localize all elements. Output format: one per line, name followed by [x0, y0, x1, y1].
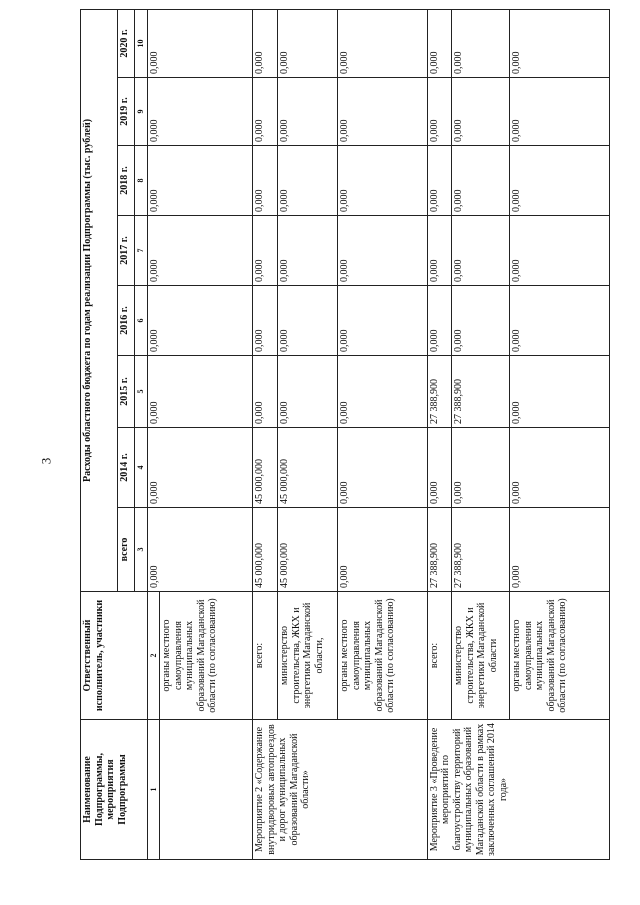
value-cell: 0,000 — [147, 78, 253, 146]
row-name: Мероприятие 3 «Проведение мероприятий по благоустройству территорий муниципальных образований Магаданской области в рамках заключенных соглашений 2014 года» — [427, 720, 609, 860]
value-cell: 27 388,900 — [452, 508, 510, 592]
value-cell: 0,000 — [147, 216, 253, 286]
header-row-1 — [81, 9, 118, 859]
value-cell: 0,000 — [427, 78, 452, 146]
header-total: всего — [118, 508, 135, 592]
column-number: 10 — [134, 9, 147, 77]
value-cell: 0,000 — [253, 286, 278, 356]
value-cell: 0,000 — [338, 286, 427, 356]
value-cell: 45 000,000 — [253, 508, 278, 592]
value-cell: 0,000 — [338, 428, 427, 508]
value-cell: 0,000 — [338, 146, 427, 216]
value-cell: 27 388,900 — [452, 356, 510, 428]
page-number: 3 — [38, 457, 54, 465]
value-cell: 0,000 — [338, 9, 427, 77]
value-cell: 0,000 — [510, 78, 610, 146]
row-name — [160, 720, 253, 860]
row-executor: министерство строительства, ЖКХ и энергетики Магаданской области, — [278, 592, 338, 720]
value-cell: 0,000 — [452, 216, 510, 286]
value-cell: 45 000,000 — [253, 428, 278, 508]
column-number: 6 — [134, 286, 147, 356]
column-number: 1 — [147, 720, 160, 860]
header-year: 2018 г. — [118, 146, 135, 216]
value-cell: 0,000 — [278, 216, 338, 286]
value-cell: 0,000 — [452, 428, 510, 508]
value-cell: 0,000 — [278, 9, 338, 77]
value-cell: 0,000 — [452, 78, 510, 146]
value-cell: 0,000 — [338, 508, 427, 592]
value-cell: 45 000,000 — [278, 508, 338, 592]
value-cell: 0,000 — [452, 286, 510, 356]
header-expenses: Расходы областного бюджета по годам реализации Подпрограммы (тыс. рублей) — [81, 9, 118, 591]
value-cell: 0,000 — [147, 428, 253, 508]
value-cell: 45 000,000 — [278, 428, 338, 508]
value-cell: 27 388,900 — [427, 508, 452, 592]
row-name: Мероприятие 2 «Содержание внутридворовых автопроездов и дорог муниципальных образований Магаданской области» — [253, 720, 427, 860]
column-number: 4 — [134, 428, 147, 508]
value-cell: 0,000 — [147, 356, 253, 428]
value-cell: 0,000 — [147, 286, 253, 356]
row-executor: органы местного самоуправления муниципальных образований Магаданской области (по согласованию) — [510, 592, 610, 720]
table-row — [253, 9, 278, 859]
rotated-page — [80, 10, 610, 860]
value-cell: 0,000 — [253, 9, 278, 77]
value-cell: 0,000 — [510, 9, 610, 77]
header-executor: Ответственный исполнитель, участники — [81, 592, 148, 720]
value-cell: 0,000 — [147, 146, 253, 216]
header-year: 2015 г. — [118, 356, 135, 428]
value-cell: 0,000 — [338, 78, 427, 146]
value-cell: 0,000 — [510, 286, 610, 356]
header-year: 2020 г. — [118, 9, 135, 77]
value-cell: 0,000 — [253, 216, 278, 286]
value-cell: 0,000 — [278, 286, 338, 356]
row-executor: органы местного самоуправления муниципальных образований Магаданской области (по согласованию) — [338, 592, 427, 720]
column-number-row-left — [147, 9, 160, 859]
value-cell: 0,000 — [147, 508, 253, 592]
header-year: 2019 г. — [118, 78, 135, 146]
value-cell: 0,000 — [253, 146, 278, 216]
column-number: 8 — [134, 146, 147, 216]
value-cell: 0,000 — [452, 9, 510, 77]
value-cell: 0,000 — [427, 146, 452, 216]
row-executor: министерство строительства, ЖКХ и энергетики Магаданской области — [452, 592, 510, 720]
value-cell: 0,000 — [278, 146, 338, 216]
header-year: 2017 г. — [118, 216, 135, 286]
column-number: 5 — [134, 356, 147, 428]
column-number: 9 — [134, 78, 147, 146]
value-cell: 0,000 — [253, 78, 278, 146]
value-cell: 0,000 — [510, 508, 610, 592]
column-number: 2 — [147, 592, 160, 720]
value-cell: 0,000 — [427, 428, 452, 508]
table-row — [427, 9, 452, 859]
value-cell: 0,000 — [338, 356, 427, 428]
header-name: Наименование Подпрограммы, мероприятия Подпрограммы — [81, 720, 148, 860]
value-cell: 0,000 — [452, 146, 510, 216]
value-cell: 0,000 — [278, 78, 338, 146]
row-executor: всего: — [427, 592, 452, 720]
value-cell: 0,000 — [510, 428, 610, 508]
row-executor: органы местного самоуправления муниципальных образований Магаданской области (по согласованию) — [160, 592, 253, 720]
value-cell: 0,000 — [510, 216, 610, 286]
value-cell: 0,000 — [510, 146, 610, 216]
value-cell: 0,000 — [253, 356, 278, 428]
value-cell: 0,000 — [427, 9, 452, 77]
budget-table — [80, 9, 610, 860]
header-year: 2014 г. — [118, 428, 135, 508]
value-cell: 27 388,900 — [427, 356, 452, 428]
value-cell: 0,000 — [427, 216, 452, 286]
column-number: 7 — [134, 216, 147, 286]
column-number: 3 — [134, 508, 147, 592]
row-executor: всего: — [253, 592, 278, 720]
value-cell: 0,000 — [147, 9, 253, 77]
header-year: 2016 г. — [118, 286, 135, 356]
value-cell: 0,000 — [427, 286, 452, 356]
value-cell: 0,000 — [338, 216, 427, 286]
value-cell: 0,000 — [278, 356, 338, 428]
value-cell: 0,000 — [510, 356, 610, 428]
